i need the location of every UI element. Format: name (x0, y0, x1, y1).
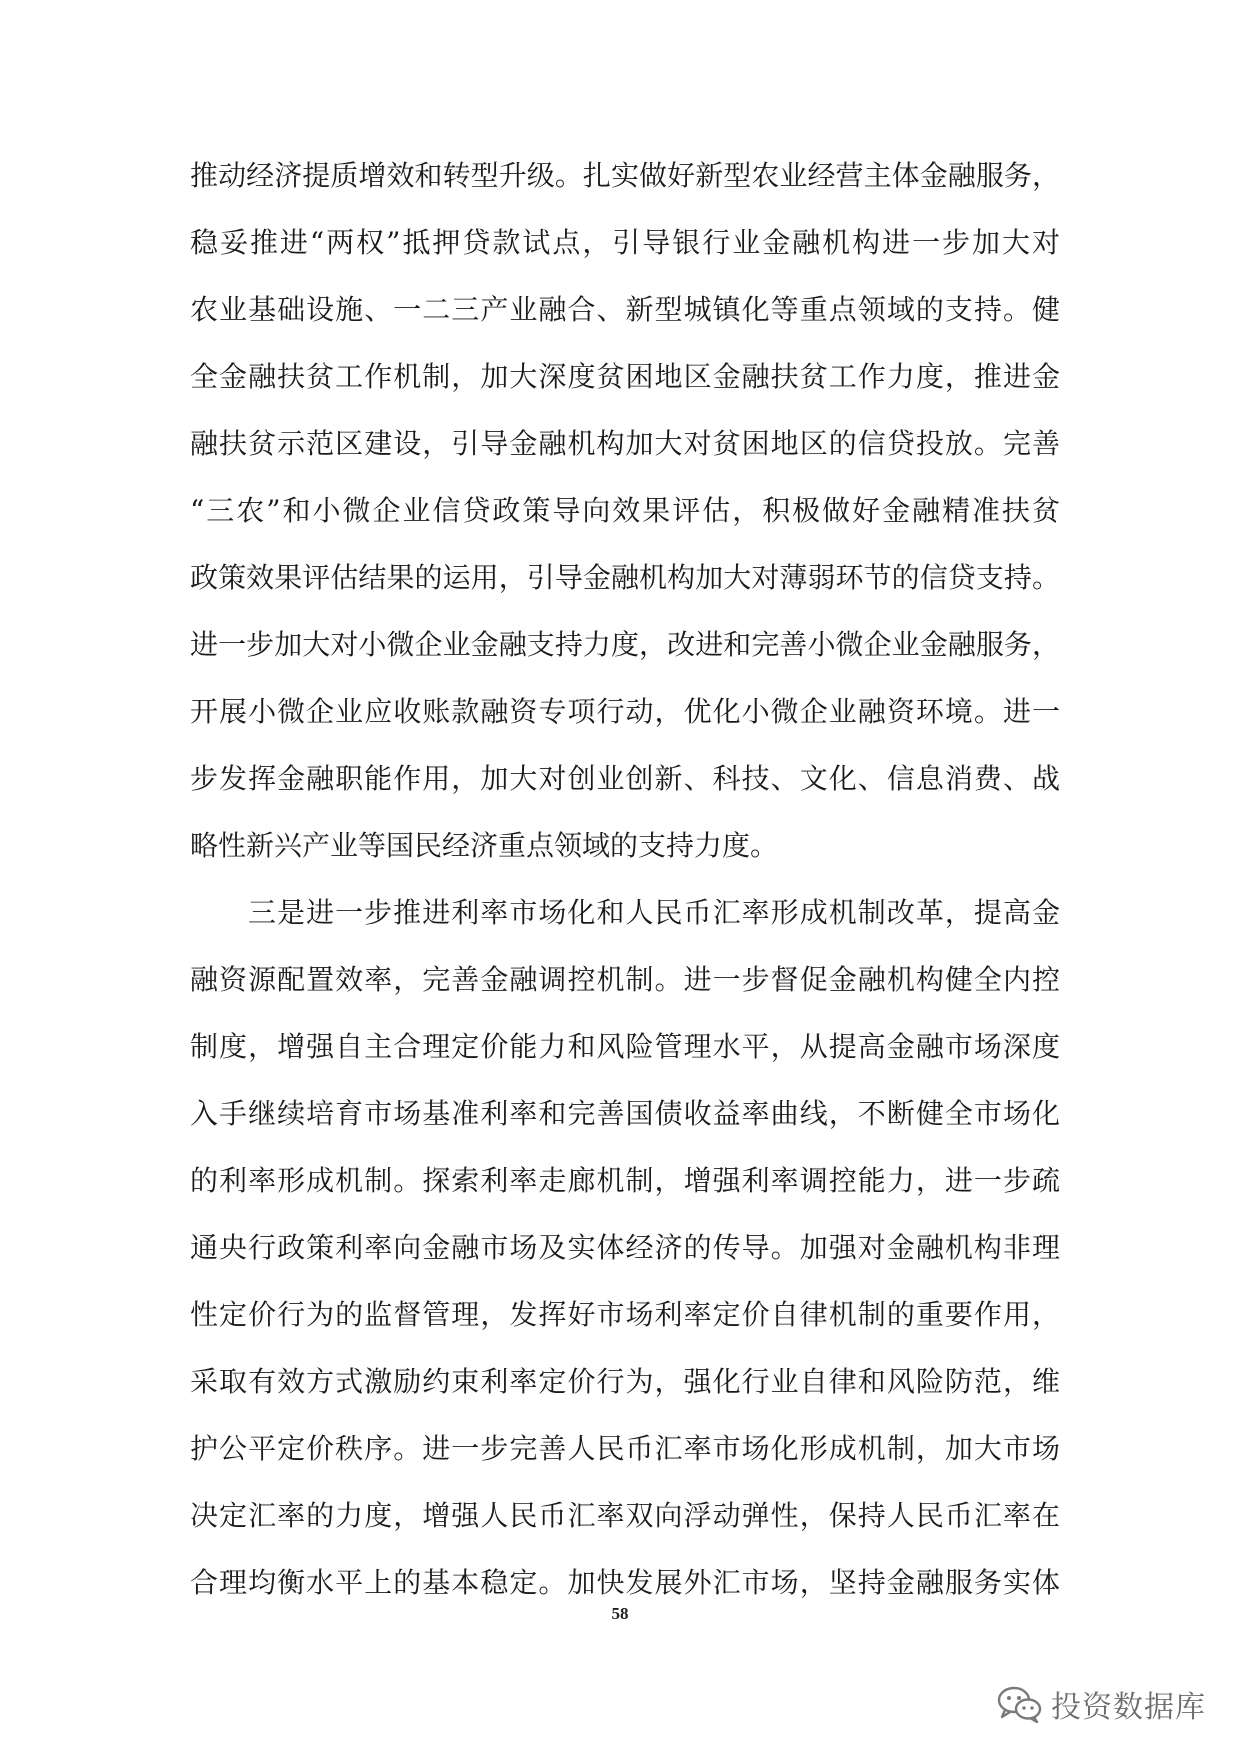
text-line: 融扶贫示范区建设，引导金融机构加大对贫困地区的信贷投放。完善 (190, 427, 1060, 460)
text-line: 农业基础设施、一二三产业融合、新型城镇化等重点领域的支持。健 (190, 293, 1060, 326)
text-line: 步发挥金融职能作用，加大对创业创新、科技、文化、信息消费、战 (190, 762, 1060, 795)
text-line: 略性新兴产业等国民经济重点领域的支持力度。 (190, 829, 779, 862)
text-line: 性定价行为的监督管理，发挥好市场利率定价自律机制的重要作用， (190, 1298, 1060, 1331)
watermark (997, 1682, 1206, 1726)
text-line: 制度，增强自主合理定价能力和风险管理水平，从提高金融市场深度 (190, 1030, 1060, 1063)
text-line: 三是进一步推进利率市场化和人民币汇率形成机制改革，提高金 (248, 896, 1060, 929)
text-line: 的利率形成机制。探索利率走廊机制，增强利率调控能力，进一步疏 (190, 1164, 1060, 1197)
text-line: 决定汇率的力度，增强人民币汇率双向浮动弹性，保持人民币汇率在 (190, 1499, 1060, 1532)
wechat-icon (997, 1685, 1043, 1723)
watermark-text: 投资数据库 (1051, 1690, 1206, 1725)
paragraph-2 (190, 879, 1060, 1616)
text-line: 合理均衡水平上的基本稳定。加快发展外汇市场，坚持金融服务实体 (190, 1566, 1060, 1599)
text-line: 护公平定价秩序。进一步完善人民币汇率市场化形成机制，加大市场 (190, 1432, 1060, 1465)
document-body (190, 142, 1060, 1616)
text-line: 入手继续培育市场基准利率和完善国债收益率曲线，不断健全市场化 (190, 1097, 1060, 1130)
text-line: 全金融扶贫工作机制，加大深度贫困地区金融扶贫工作力度，推进金 (190, 360, 1060, 393)
text-line: 通央行政策利率向金融市场及实体经济的传导。加强对金融机构非理 (190, 1231, 1060, 1264)
text-line: 进一步加大对小微企业金融支持力度，改进和完善小微企业金融服务， (190, 628, 1060, 661)
page-number: 58 (611, 1604, 629, 1623)
text-line: 采取有效方式激励约束利率定价行为，强化行业自律和风险防范，维 (190, 1365, 1060, 1398)
text-line: 融资源配置效率，完善金融调控机制。进一步督促金融机构健全内控 (190, 963, 1060, 996)
text-line: 推动经济提质增效和转型升级。扎实做好新型农业经营主体金融服务， (190, 159, 1060, 192)
text-line: 开展小微企业应收账款融资专项行动，优化小微企业融资环境。进一 (190, 695, 1060, 728)
paragraph-1 (190, 142, 1060, 879)
text-line: 政策效果评估结果的运用，引导金融机构加大对薄弱环节的信贷支持。 (190, 561, 1060, 594)
text-line: “三农”和小微企业信贷政策导向效果评估，积极做好金融精准扶贫 (190, 494, 1060, 527)
text-line: 稳妥推进“两权”抵押贷款试点，引导银行业金融机构进一步加大对 (190, 226, 1060, 259)
